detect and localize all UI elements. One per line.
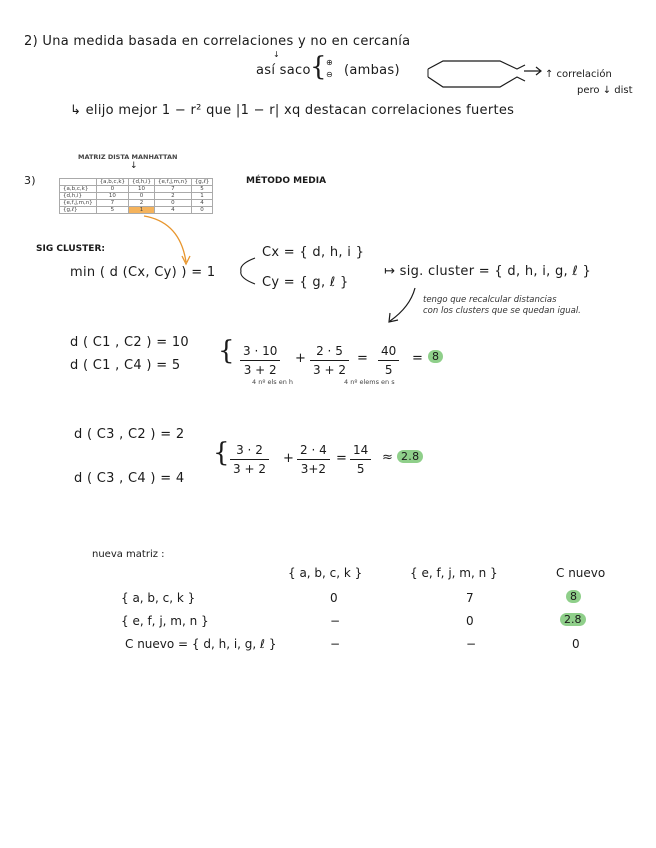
matrix-cell-min: 1 [129, 207, 155, 214]
matrix-header-cell: {a,b,c,k} [96, 179, 128, 186]
plus-sign: + [283, 451, 295, 466]
new-matrix-cell: − [330, 614, 341, 628]
new-matrix-col-header: C nuevo [556, 566, 606, 580]
matrix-cell: 0 [96, 186, 128, 193]
distance-c3-c2: d ( C3 , C2 ) = 2 [74, 427, 185, 442]
equals-sign: = [336, 451, 348, 466]
calc1-num3: 40 [381, 344, 397, 358]
matrix-row-label: {d,h,i} [60, 193, 97, 200]
new-matrix-cell: 7 [466, 591, 474, 605]
distance-matrix [59, 178, 213, 214]
calc1-result: 8 [428, 350, 443, 363]
matrix-cell: 0 [129, 193, 155, 200]
calc1-brace: { [218, 336, 235, 366]
min-expression: min ( d (Cx, Cy) ) = 1 [70, 265, 216, 280]
plus-sign: + [295, 351, 307, 366]
sig-cluster-label: SIG CLUSTER: [36, 244, 105, 254]
caption-arrow: ↓ [130, 161, 138, 171]
new-matrix-cell: 0 [572, 637, 580, 651]
calc2-result: 2.8 [397, 450, 423, 463]
new-matrix-row-label: C nuevo = { d, h, i, g, ℓ } [125, 637, 277, 651]
corr-note-2: pero ↓ dist [577, 85, 633, 96]
new-matrix-cell-highlight: 2.8 [560, 613, 586, 626]
arrow-to-note [524, 66, 544, 76]
calc1-fraction-2 [310, 344, 349, 377]
new-matrix-cell: 0 [330, 591, 338, 605]
calc1-note-2: 4 nº elems en s [344, 378, 395, 386]
matrix-header-cell: {d,h,i} [129, 179, 155, 186]
matrix-header-cell [60, 179, 97, 186]
new-matrix-row-label: { a, b, c, k } [121, 591, 196, 605]
calc1-den2: 3 + 2 [313, 363, 346, 377]
calc2-fraction-1 [230, 443, 269, 476]
fraction-bar [230, 459, 269, 460]
calc1-den1: 3 + 2 [243, 363, 277, 377]
matrix-row [60, 193, 213, 200]
fraction-bar [350, 459, 371, 460]
calc2-num1: 3 · 2 [236, 443, 263, 457]
calc1-num1: 3 · 10 [243, 344, 278, 358]
cy-definition: Cy = { g, ℓ } [262, 275, 349, 290]
matrix-header-row [60, 179, 213, 186]
calc1-fraction-3 [378, 344, 399, 377]
brace-left: { [310, 52, 327, 82]
matrix-row [60, 186, 213, 193]
matrix-row-label: {e,f,j,m,n} [60, 200, 97, 207]
matrix-cell: 4 [191, 200, 213, 207]
calc2-num3: 14 [353, 443, 369, 457]
calc1-num2: 2 · 5 [316, 344, 343, 358]
calc2-den3: 5 [356, 462, 365, 476]
matrix-cell: 0 [191, 207, 213, 214]
new-matrix-cell-highlight: 8 [566, 590, 581, 603]
cx-definition: Cx = { d, h, i } [262, 245, 365, 260]
equals-sign: = [412, 351, 424, 366]
new-matrix-col-header: { a, b, c, k } [288, 566, 363, 580]
plus-symbol: ⊕ [326, 58, 333, 67]
matrix-cell: 7 [155, 186, 192, 193]
asi-saco-label: así saco [256, 63, 311, 78]
new-matrix-col-header: { e, f, j, m, n } [410, 566, 498, 580]
fraction-bar [240, 360, 280, 361]
calc2-den1: 3 + 2 [233, 462, 266, 476]
new-matrix-row-label: { e, f, j, m, n } [121, 614, 209, 628]
matrix-cell: 10 [129, 186, 155, 193]
calc2-num2: 2 · 4 [300, 443, 327, 457]
parallel-curves-sketch [425, 55, 535, 95]
matrix-cell: 10 [96, 193, 128, 200]
fraction-bar [297, 459, 330, 460]
matrix-cell: 2 [155, 193, 192, 200]
recalc-note-1: tengo que recalcular distancias [423, 295, 557, 305]
new-matrix-cell: 0 [466, 614, 474, 628]
section2-heading: 2) Una medida basada en correlaciones y no en cercanía [24, 34, 411, 49]
note-arrow [385, 285, 420, 325]
calc2-den2: 3+2 [300, 462, 327, 476]
approx-sign: ≈ [382, 450, 394, 465]
fraction-bar [378, 360, 399, 361]
recalc-note-2: con los clusters que se quedan igual. [423, 306, 581, 316]
calc1-den3: 5 [384, 363, 393, 377]
distance-c1-c2: d ( C1 , C2 ) = 10 [70, 335, 189, 350]
elijo-line: ↳ elijo mejor 1 − r² que |1 − r| xq destacan correlaciones fuertes [70, 103, 515, 118]
matrix-row [60, 200, 213, 207]
calc2-fraction-3 [350, 443, 371, 476]
matrix-row-label: {g,ℓ} [60, 207, 97, 214]
corr-note-1: ↑ correlación [545, 69, 612, 80]
matrix-caption: MATRIZ DISTA MANHATTAN [78, 153, 178, 161]
section3-label: 3) [24, 174, 36, 187]
fraction-bar [310, 360, 349, 361]
distance-c1-c4: d ( C1 , C4 ) = 5 [70, 358, 181, 373]
next-cluster: ↦ sig. cluster = { d, h, i, g, ℓ } [384, 264, 592, 279]
matrix-header-cell: {e,f,j,m,n} [155, 179, 192, 186]
new-matrix-cell: − [330, 637, 341, 651]
down-arrow: ↓ [273, 50, 280, 59]
matrix-cell: 7 [96, 200, 128, 207]
new-matrix-title: nueva matriz : [92, 549, 165, 560]
calc1-note-1: 4 nº els en h [252, 378, 294, 386]
matrix-cell: 5 [96, 207, 128, 214]
calc2-fraction-2 [297, 443, 330, 476]
split-arrows [235, 256, 259, 286]
matrix-row-label: {a,b,c,k} [60, 186, 97, 193]
orange-arrow [140, 212, 200, 272]
matrix-cell: 4 [155, 207, 192, 214]
minus-symbol: ⊖ [326, 70, 333, 79]
distance-c3-c4: d ( C3 , C4 ) = 4 [74, 471, 185, 486]
new-matrix-cell: − [466, 637, 477, 651]
calc1-fraction-1 [240, 344, 280, 377]
equals-sign: = [357, 351, 369, 366]
matrix-cell: 0 [155, 200, 192, 207]
ambos-label: (ambas) [344, 63, 400, 78]
calc2-brace: { [213, 438, 230, 468]
matrix-cell: 1 [191, 193, 213, 200]
matrix-header-cell: {g,ℓ} [191, 179, 213, 186]
matrix-cell: 2 [129, 200, 155, 207]
method-label: MÉTODO MEDIA [246, 176, 327, 186]
matrix-cell: 5 [191, 186, 213, 193]
